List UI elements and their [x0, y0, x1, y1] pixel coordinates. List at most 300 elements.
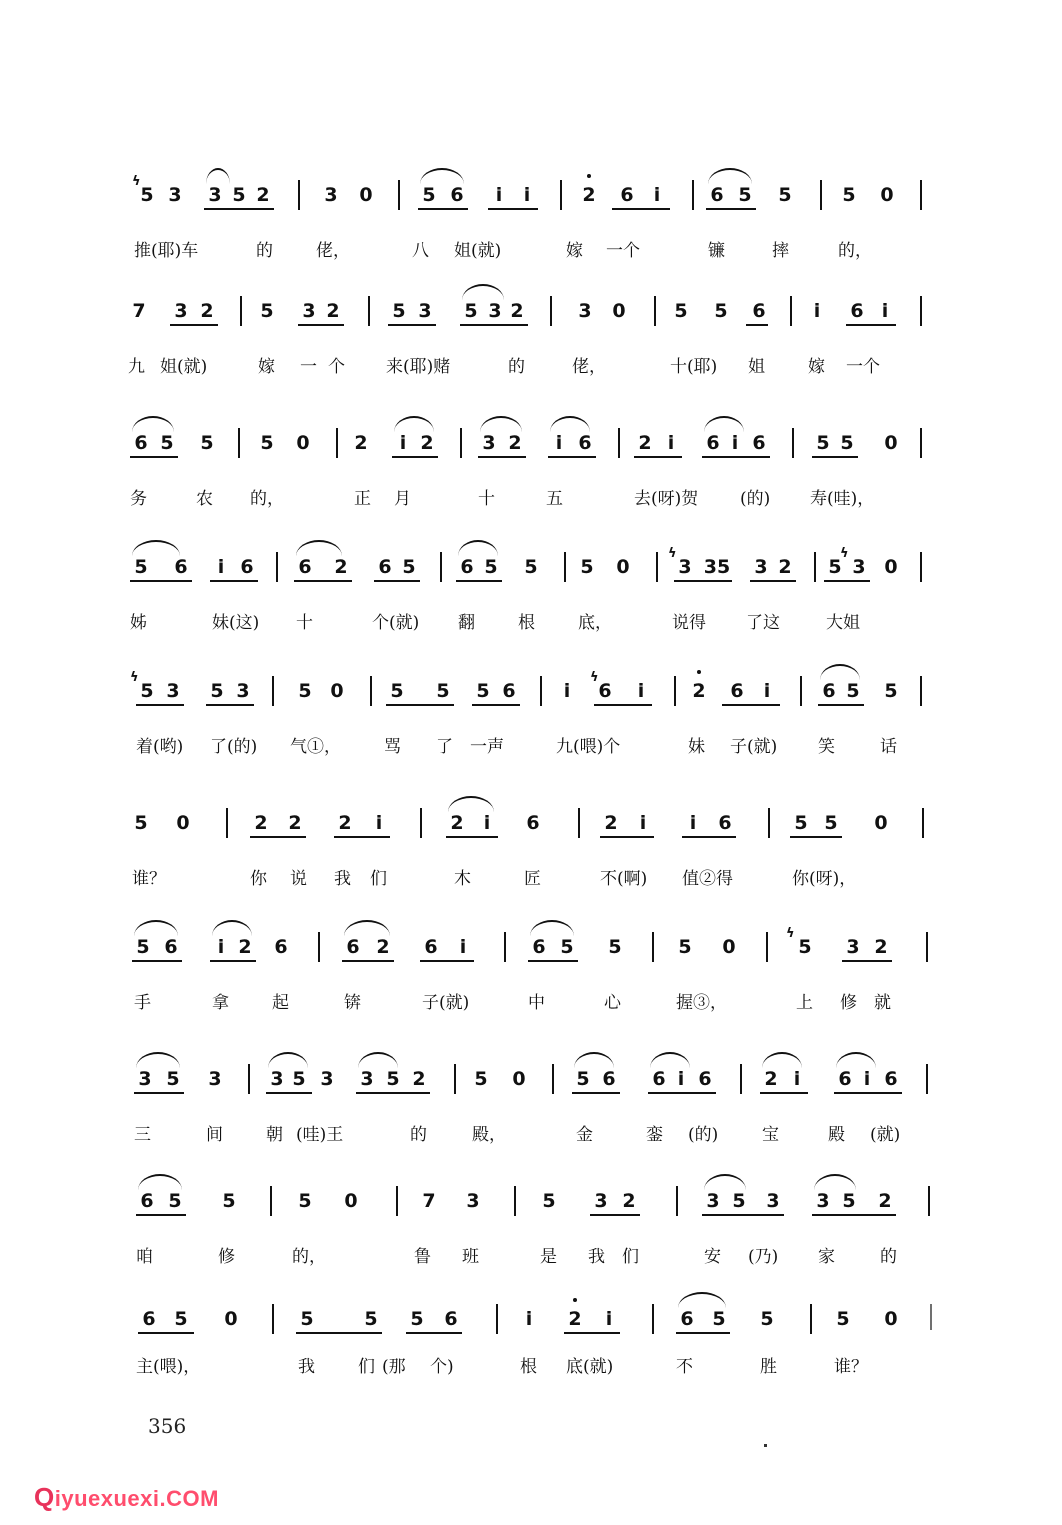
notation-line: [0, 1054, 1062, 1114]
bar-line: [654, 296, 656, 326]
lyric-syllable: 谁？: [132, 869, 166, 889]
note: 5: [436, 680, 450, 702]
lyric-syllable: 主(喂)，: [136, 1357, 201, 1377]
beam-underline: [266, 1092, 312, 1094]
lyric-line: [0, 1346, 1062, 1386]
bar-line: [248, 1064, 250, 1094]
note: 5: [168, 1190, 182, 1212]
note: 2: [354, 432, 368, 454]
note: 2: [638, 432, 652, 454]
bar-line: [926, 932, 928, 962]
note: 5: [842, 184, 856, 206]
note: 3: [852, 556, 866, 578]
note: i: [563, 680, 571, 702]
system-6: [0, 798, 1062, 908]
note: 0: [512, 1068, 526, 1090]
lyric-syllable: 摔: [772, 241, 789, 261]
lyric-syllable: 姊: [130, 613, 147, 633]
note: 5: [260, 300, 274, 322]
lyric-syllable: 佬，: [572, 357, 606, 377]
beam-underline: [750, 580, 796, 582]
beam-underline: [374, 580, 420, 582]
bar-line: [552, 1064, 554, 1094]
slur: [458, 540, 498, 556]
note: 5: [542, 1190, 556, 1212]
note: 5: [714, 300, 728, 322]
lyric-syllable: 值②得: [682, 869, 733, 889]
note: 0: [874, 812, 888, 834]
bar-line: [272, 1304, 274, 1334]
bar-line: [740, 1064, 742, 1094]
bar-line: [920, 552, 922, 582]
bar-line: [676, 1186, 678, 1216]
note: 5: [140, 184, 154, 206]
note: 2: [604, 812, 618, 834]
underline: [418, 208, 468, 210]
bar-line: [368, 296, 370, 326]
beam-underline: [790, 836, 842, 838]
beam-underline: [674, 580, 732, 582]
lyric-syllable: 的，: [292, 1247, 326, 1267]
ornament-mark: ϟ: [840, 546, 849, 561]
lyric-line: [0, 726, 1062, 766]
lyric-syllable: 我: [588, 1247, 605, 1267]
lyric-syllable: 木: [454, 869, 471, 889]
note: i: [459, 936, 467, 958]
system-8: [0, 1054, 1062, 1164]
bar-line: [560, 180, 562, 210]
lyric-syllable: 姐(就): [160, 357, 208, 377]
slur: [814, 1174, 856, 1190]
note: 3: [594, 1190, 608, 1212]
note: i: [639, 812, 647, 834]
bar-line: [674, 676, 676, 706]
note: 2: [878, 1190, 892, 1212]
note: i: [763, 680, 771, 702]
lyric-line: [0, 478, 1062, 518]
note: 5: [386, 1068, 400, 1090]
note: 2: [254, 812, 268, 834]
note: 0: [176, 812, 190, 834]
bar-line: [540, 676, 542, 706]
system-7: [0, 922, 1062, 1032]
underline: [204, 208, 274, 210]
lyric-line: [0, 1236, 1062, 1276]
ornament-mark: ϟ: [786, 926, 795, 941]
lyric-line: [0, 346, 1062, 386]
note: 0: [612, 300, 626, 322]
lyric-syllable: 你(呀)，: [792, 869, 857, 889]
beam-underline: [138, 1332, 194, 1334]
note: 6: [620, 184, 634, 206]
lyric-syllable: 农: [196, 489, 213, 509]
lyric-syllable: 殿: [828, 1125, 845, 1145]
system-9: [0, 1176, 1062, 1286]
beam-underline: [824, 580, 870, 582]
lyric-syllable: 金: [576, 1125, 593, 1145]
beam-underline: [818, 704, 864, 706]
note: 6: [450, 184, 464, 206]
lyric-syllable: 了这: [746, 613, 780, 633]
bar-line: [238, 428, 240, 458]
system-1: [0, 170, 1062, 280]
underline: [612, 208, 670, 210]
lyric-syllable: 胜: [760, 1357, 777, 1377]
note: 6: [140, 1190, 154, 1212]
beam-underline: [130, 580, 192, 582]
note: 5: [674, 300, 688, 322]
lyric-syllable: 姐(就): [454, 241, 502, 261]
lyric-syllable: 班: [462, 1247, 479, 1267]
note: 3: [706, 1190, 720, 1212]
lyric-syllable: 我: [298, 1357, 315, 1377]
lyric-syllable: 的: [880, 1247, 897, 1267]
note: 6: [698, 1068, 712, 1090]
lyric-syllable: 翻: [458, 613, 475, 633]
note: i: [399, 432, 407, 454]
bar-line: [692, 180, 694, 210]
note: 6: [164, 936, 178, 958]
note: 3: [174, 300, 188, 322]
beam-underline: [564, 1332, 620, 1334]
bar-line: [920, 296, 922, 326]
slur: [138, 1174, 182, 1190]
lyric-syllable: 拿: [212, 993, 229, 1013]
bar-line: [656, 552, 658, 582]
bar-line: [768, 808, 770, 838]
watermark-text: iyuexuexi.COM: [54, 1486, 219, 1511]
lyric-syllable: 修: [840, 993, 857, 1013]
lyric-syllable: 九: [128, 357, 145, 377]
beam-underline: [812, 456, 858, 458]
note: 3: [418, 300, 432, 322]
note: 2: [256, 184, 270, 206]
note: i: [731, 432, 739, 454]
bar-line: [920, 428, 922, 458]
watermark-prefix: Q: [34, 1482, 55, 1512]
beam-underline: [388, 324, 436, 326]
ornament-mark: ϟ: [132, 174, 141, 189]
note: i: [523, 184, 531, 206]
note: 5: [222, 1190, 236, 1212]
lyric-syllable: 殿，: [472, 1125, 506, 1145]
slur: [704, 1174, 746, 1190]
lyric-syllable: (哇)王: [296, 1125, 344, 1145]
note: 5: [392, 300, 406, 322]
lyric-syllable: 个): [430, 1357, 454, 1377]
note: 7: [422, 1190, 436, 1212]
beam-underline: [600, 836, 654, 838]
note: 5: [484, 556, 498, 578]
slur: [530, 920, 574, 936]
note: 5: [410, 1308, 424, 1330]
octave-dot: [573, 1298, 577, 1302]
bar-line: [318, 932, 320, 962]
note: 6: [174, 556, 188, 578]
lyric-syllable: 不: [676, 1357, 693, 1377]
system-3: [0, 418, 1062, 528]
note: 6: [602, 1068, 616, 1090]
note: 5: [474, 1068, 488, 1090]
note: 5: [210, 680, 224, 702]
notation-line: [0, 922, 1062, 982]
beam-underline: [134, 1092, 184, 1094]
octave-dot: [697, 670, 701, 674]
note: 0: [344, 1190, 358, 1212]
bar-line: [920, 676, 922, 706]
lyric-syllable: 三: [134, 1125, 151, 1145]
note: 2: [622, 1190, 636, 1212]
slur: [268, 1052, 308, 1068]
note: 2: [764, 1068, 778, 1090]
lyric-syllable: 安: [704, 1247, 721, 1267]
slur: [394, 416, 434, 432]
note: 2: [238, 936, 252, 958]
lyric-syllable: 务: [130, 489, 147, 509]
note: 6: [680, 1308, 694, 1330]
system-5: [0, 666, 1062, 776]
note: 2: [510, 300, 524, 322]
lyric-syllable: 一: [300, 357, 317, 377]
note: 3: [766, 1190, 780, 1212]
note: 5: [846, 680, 860, 702]
note: i: [525, 1308, 533, 1330]
note: 5: [174, 1308, 188, 1330]
notation-line: [0, 798, 1062, 858]
lyric-syllable: 大姐: [826, 613, 860, 633]
note: i: [863, 1068, 871, 1090]
lyric-syllable: 嫁: [566, 241, 583, 261]
lyric-syllable: 我: [334, 869, 351, 889]
lyric-syllable: 不(啊): [600, 869, 648, 889]
note: 35: [703, 556, 731, 578]
note: i: [813, 300, 821, 322]
bar-line: [514, 1186, 516, 1216]
note: 2: [450, 812, 464, 834]
note: 0: [884, 1308, 898, 1330]
lyric-syllable: 起: [272, 993, 289, 1013]
lyric-syllable: 嫁: [258, 357, 275, 377]
lyric-syllable: 八: [412, 241, 429, 261]
note: 2: [412, 1068, 426, 1090]
note: 3: [754, 556, 768, 578]
lyric-syllable: 銮: [646, 1125, 663, 1145]
page-number: 356: [148, 1414, 187, 1438]
beam-underline: [478, 456, 526, 458]
lyric-syllable: 手: [134, 993, 151, 1013]
note: i: [653, 184, 661, 206]
note: 2: [778, 556, 792, 578]
bar-line: [460, 428, 462, 458]
bar-line: [578, 808, 580, 838]
lyric-syllable: 底，: [578, 613, 612, 633]
note: 0: [722, 936, 736, 958]
lyric-syllable: 上: [796, 993, 813, 1013]
bar-line: [564, 552, 566, 582]
lyric-syllable: 了: [436, 737, 453, 757]
slur: [574, 1052, 614, 1068]
note: 3: [320, 1068, 334, 1090]
lyric-syllable: 修: [218, 1247, 235, 1267]
slur: [550, 416, 590, 432]
note: 2: [326, 300, 340, 322]
lyric-syllable: 的，: [250, 489, 284, 509]
bar-line: [790, 296, 792, 326]
note: 3: [166, 680, 180, 702]
slur: [212, 920, 252, 936]
bar-line: [370, 676, 372, 706]
note: 2: [568, 1308, 582, 1330]
slur: [134, 920, 178, 936]
beam-underline: [250, 836, 306, 838]
beam-underline: [130, 456, 178, 458]
beam-underline: [386, 704, 454, 706]
lyric-syllable: 嫁: [808, 357, 825, 377]
note: i: [217, 936, 225, 958]
lyric-syllable: 一个: [846, 357, 880, 377]
lyric-syllable: 着(哟): [136, 737, 184, 757]
note: 3: [578, 300, 592, 322]
system-2: [0, 286, 1062, 396]
beam-underline: [206, 704, 254, 706]
note: 6: [502, 680, 516, 702]
bar-line: [922, 808, 924, 838]
bar-line: [800, 676, 802, 706]
note: 5: [364, 1308, 378, 1330]
notation-line: [0, 542, 1062, 602]
lyric-syllable: 个: [328, 357, 345, 377]
note: 5: [232, 184, 246, 206]
note: 2: [692, 680, 706, 702]
bar-line: [766, 932, 768, 962]
slur: [704, 416, 744, 432]
note: 6: [710, 184, 724, 206]
beam-underline: [634, 456, 682, 458]
lyric-syllable: 的: [410, 1125, 427, 1145]
lyric-syllable: 是: [540, 1247, 557, 1267]
note: 6: [240, 556, 254, 578]
lyric-syllable: 妹: [688, 737, 705, 757]
lyric-syllable: 来(耶)赌: [386, 357, 451, 377]
notation-line: [0, 170, 1062, 230]
lyric-syllable: (乃): [748, 1247, 779, 1267]
bar-line: [810, 1304, 812, 1334]
ornament-mark: ϟ: [130, 670, 139, 685]
note: 6: [822, 680, 836, 702]
beam-underline: [456, 580, 502, 582]
lyric-syllable: 谁？: [834, 1357, 868, 1377]
ornament-mark: ϟ: [590, 670, 599, 685]
bar-line: [454, 1064, 456, 1094]
note: 5: [402, 556, 416, 578]
beam-underline: [356, 1092, 430, 1094]
note: 5: [300, 1308, 314, 1330]
note: 5: [840, 432, 854, 454]
note: 6: [652, 1068, 666, 1090]
beam-underline: [460, 324, 528, 326]
beam-underline: [590, 1214, 640, 1216]
lyric-syllable: 你: [250, 869, 267, 889]
lyric-line: [0, 982, 1062, 1022]
beam-underline: [294, 580, 352, 582]
bar-line: [272, 676, 274, 706]
note: i: [667, 432, 675, 454]
slur: [296, 540, 342, 556]
lyric-syllable: 们: [370, 869, 387, 889]
underline: [706, 208, 756, 210]
note: 3: [138, 1068, 152, 1090]
lyric-syllable: 的: [256, 241, 273, 261]
note: 3: [208, 184, 222, 206]
note: 3: [302, 300, 316, 322]
lyric-syllable: 中: [528, 993, 545, 1013]
bar-line: [336, 428, 338, 458]
lyric-syllable: 姐: [748, 357, 765, 377]
site-watermark: [34, 1482, 219, 1513]
beam-underline: [846, 324, 896, 326]
lyric-syllable: 说: [290, 869, 307, 889]
lyric-syllable: 笑: [818, 737, 835, 757]
lyric-syllable: 妹(这): [212, 613, 260, 633]
note: 6: [134, 432, 148, 454]
lyric-syllable: 气①，: [290, 737, 341, 757]
note: 5: [476, 680, 490, 702]
bar-line: [270, 1186, 272, 1216]
note: i: [605, 1308, 613, 1330]
note: 6: [598, 680, 612, 702]
bar-line: [928, 1186, 930, 1216]
note: 5: [464, 300, 478, 322]
note: 6: [578, 432, 592, 454]
slur: [480, 416, 522, 432]
beam-underline: [170, 324, 218, 326]
note: 6: [532, 936, 546, 958]
note: 2: [338, 812, 352, 834]
lyric-syllable: 十: [478, 489, 495, 509]
note: 6: [718, 812, 732, 834]
note: 6: [460, 556, 474, 578]
note: 7: [132, 300, 146, 322]
slur: [206, 168, 230, 184]
lyric-syllable: 个(就): [372, 613, 420, 633]
note: 2: [582, 184, 596, 206]
note: 0: [330, 680, 344, 702]
lyric-syllable: 五: [546, 489, 563, 509]
beam-underline: [812, 1214, 896, 1216]
beam-underline: [722, 704, 780, 706]
note: 3: [360, 1068, 374, 1090]
slur: [132, 540, 180, 556]
note: 2: [874, 936, 888, 958]
bar-line: [926, 1064, 928, 1094]
lyric-syllable: 锛: [344, 993, 361, 1013]
bar-line: [550, 296, 552, 326]
notation-line: [0, 1294, 1062, 1354]
note: 5: [298, 1190, 312, 1212]
note: 5: [836, 1308, 850, 1330]
note: 5: [560, 936, 574, 958]
lyric-syllable: 子(就): [422, 993, 470, 1013]
note: 6: [298, 556, 312, 578]
note: 5: [166, 1068, 180, 1090]
note: 2: [334, 556, 348, 578]
lyric-syllable: 握③，: [676, 993, 727, 1013]
beam-underline: [548, 456, 596, 458]
lyric-syllable: 正: [354, 489, 371, 509]
bar-line: [226, 808, 228, 838]
note: 2: [200, 300, 214, 322]
note: 5: [524, 556, 538, 578]
